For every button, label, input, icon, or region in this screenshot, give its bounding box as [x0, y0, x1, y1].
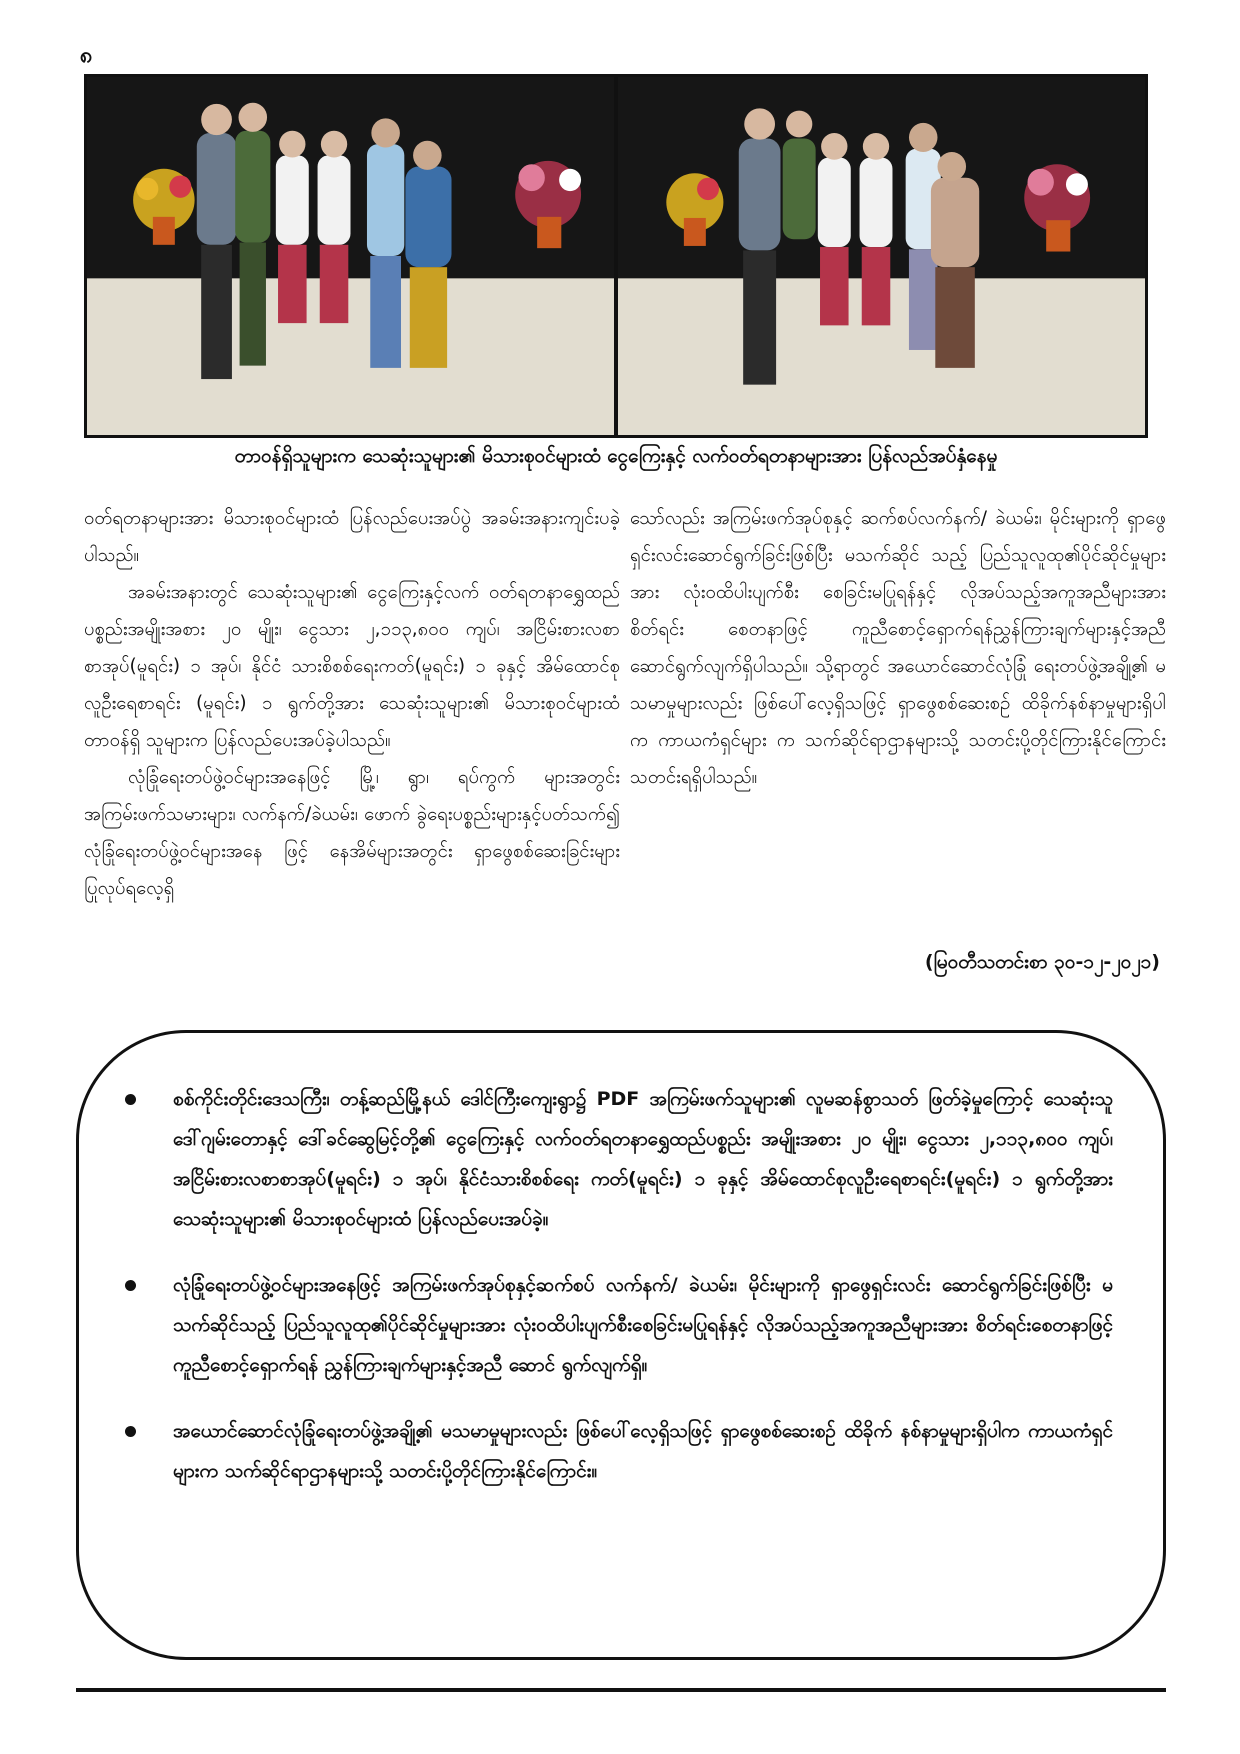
- news-source: (မြဝတီသတင်းစာ ၃၀-၁၂-၂၀၂၁): [924, 951, 1160, 973]
- bullet-icon: [125, 1426, 136, 1437]
- summary-item-text: လုံခြုံရေးတပ်ဖွဲ့ဝင်များအနေဖြင့် အကြမ်းဖက်အုပ်စုနှင့်ဆက်စပ် လက်နက်/ ခဲယမ်း၊ မိုင်းများကို ရှာဖွေရှင်းလင်း ဆောင်ရွက်ခြင်းဖြစ်ပြီး မသက်ဆိုင်သည့် ပြည်သူလူထု၏ပိုင်ဆိုင်မှုများအား လုံးဝထိပါးပျက်စီးစေခြင်းမပြုရန်နှင့် လိုအပ်သည့်အကူအညီများအား စိတ်ရင်းစေတနာဖြင့် ကူညီစောင့်ရှောက်ရန် ညွှန်ကြားချက်များနှင့်အညီ ဆောင် ရွက်လျက်ရှိ။: [173, 1274, 1113, 1376]
- award-ceremony-photo-icon: [618, 77, 1145, 435]
- photo-caption: တာဝန်ရှိသူများက သေဆုံးသူများ၏ မိသားစုဝင်များထံ ငွေကြေးနှင့် လက်ဝတ်ရတနာများအား ပြန်လည်အပ်နှံနေမှု: [234, 445, 998, 467]
- award-ceremony-photo-icon: [87, 77, 614, 435]
- summary-item-text: စစ်ကိုင်းတိုင်းဒေသကြီး၊ တန့်ဆည်မြို့နယ် ဒေါင်ကြီးကျေးရွာ၌ PDF အကြမ်းဖက်သူများ၏ လူမဆန်စွာသတ် ဖြတ်ခဲ့မှုကြောင့် သေဆုံးသူဒေါ်ဂျမ်းတောနှင့် ဒေါ်ခင်ဆွေမြင့်တို့၏ ငွေကြေးနှင့် လက်ဝတ်ရတနာရွှေထည်ပစ္စည်း အမျိုးအစား ၂၀ မျိုး၊ ငွေသား ၂,၁၁၃,၈၀၀ ကျပ်၊ အငြိမ်းစားလစာစာအုပ်(မူရင်း) ၁ အုပ်၊ နိုင်ငံသားစိစစ်ရေး ကတ်(မူရင်း) ၁ ခုနှင့် အိမ်ထောင်စုလူဦးရေစာရင်း(မူရင်း) ၁ ရွက်တို့အား သေဆုံးသူများ၏ မိသားစုဝင်များထံ ပြန်လည်ပေးအပ်ခဲ့။: [173, 1088, 1113, 1230]
- award-ceremony-photo-right: [618, 77, 1145, 435]
- summary-item-text: အယောင်ဆောင်လုံခြုံရေးတပ်ဖွဲ့အချို့၏ မသမာမှုများလည်း ဖြစ်ပေါ်လေ့ရှိသဖြင့် ရှာဖွေစစ်ဆေးစဉ် ထိခိုက် နစ်နာမှုများရှိပါက ကာယကံရှင်များက သက်ဆိုင်ရာဌာနများသို့ သတင်းပို့တိုင်ကြားနိုင်ကြောင်း။: [173, 1420, 1113, 1482]
- summary-list: [119, 1079, 1113, 1491]
- article-column-left: [84, 500, 620, 907]
- article-paragraph: ဝတ်ရတနာများအား မိသားစုဝင်များထံ ပြန်လည်ပေးအပ်ပွဲ အခမ်းအနားကျင်းပခဲ့ပါသည်။: [84, 508, 620, 566]
- page-number: ၈: [80, 43, 93, 68]
- article-paragraph: လုံခြုံရေးတပ်ဖွဲ့ဝင်များအနေဖြင့် မြို့၊ ရွာ၊ ရပ်ကွက် များအတွင်း အကြမ်းဖက်သမားများ၊ လက်နက်/ခဲယမ်း၊ ဖောက် ခွဲရေးပစ္စည်းများနှင့်ပတ်သက်၍ လုံခြုံရေးတပ်ဖွဲ့ဝင်များအနေ ဖြင့် နေအိမ်များအတွင်း ရှာဖွေစစ်ဆေးခြင်းများ ပြုလုပ်ရလေ့ရှိ: [84, 767, 620, 899]
- summary-box: [76, 1030, 1166, 1660]
- award-ceremony-photo-left: [87, 77, 614, 435]
- bullet-icon: [125, 1094, 136, 1105]
- article-paragraph: သော်လည်း အကြမ်းဖက်အုပ်စုနှင့် ဆက်စပ်လက်နက်/ ခဲယမ်း၊ မိုင်းများကို ရှာဖွေရှင်းလင်းဆောင်ရွက်ခြင်းဖြစ်ပြီး မသက်ဆိုင် သည့် ပြည်သူလူထု၏ပိုင်ဆိုင်မှုများအား လုံးဝထိပါးပျက်စီး စေခြင်းမပြုရန်နှင့် လိုအပ်သည့်အကူအညီများအား စိတ်ရင်း စေတနာဖြင့် ကူညီစောင့်ရှောက်ရန်ညွှန်ကြားချက်များနှင့်အညီ ဆောင်ရွက်လျက်ရှိပါသည်။ သို့ရာတွင် အယောင်ဆောင်လုံခြုံ ရေးတပ်ဖွဲ့အချို့၏ မသမာမှုများလည်း ဖြစ်ပေါ်လေ့ရှိသဖြင့် ရှာဖွေစစ်ဆေးစဉ် ထိခိုက်နစ်နာမှုများရှိပါက ကာယကံရှင်များ က သက်ဆိုင်ရာဌာနများသို့ သတင်းပို့တိုင်ကြားနိုင်ကြောင်း သတင်းရရှိပါသည်။: [630, 508, 1166, 788]
- footer-divider: [76, 1688, 1166, 1692]
- summary-item: [119, 1265, 1113, 1385]
- article-column-right: [630, 500, 1166, 796]
- article-paragraph: အခမ်းအနားတွင် သေဆုံးသူများ၏ ငွေကြေးနှင့်လက် ဝတ်ရတနာရွှေထည် ပစ္စည်းအမျိုးအစား ၂၀ မျိုး၊ ငွေသား ၂,၁၁၃,၈၀၀ ကျပ်၊ အငြိမ်းစားလစာစာအုပ်(မူရင်း) ၁ အုပ်၊ နိုင်ငံ သားစိစစ်ရေးကတ်(မူရင်း) ၁ ခုနှင့် အိမ်ထောင်စုလူဦးရေစာရင်း (မူရင်း) ၁ ရွက်တို့အား သေဆုံးသူများ၏ မိသားစုဝင်များထံ တာဝန်ရှိ သူများက ပြန်လည်ပေးအပ်ခဲ့ပါသည်။: [84, 582, 620, 751]
- summary-item: [119, 1411, 1113, 1491]
- bullet-icon: [125, 1280, 136, 1291]
- photo-strip: [84, 74, 1148, 438]
- summary-item: [119, 1079, 1113, 1239]
